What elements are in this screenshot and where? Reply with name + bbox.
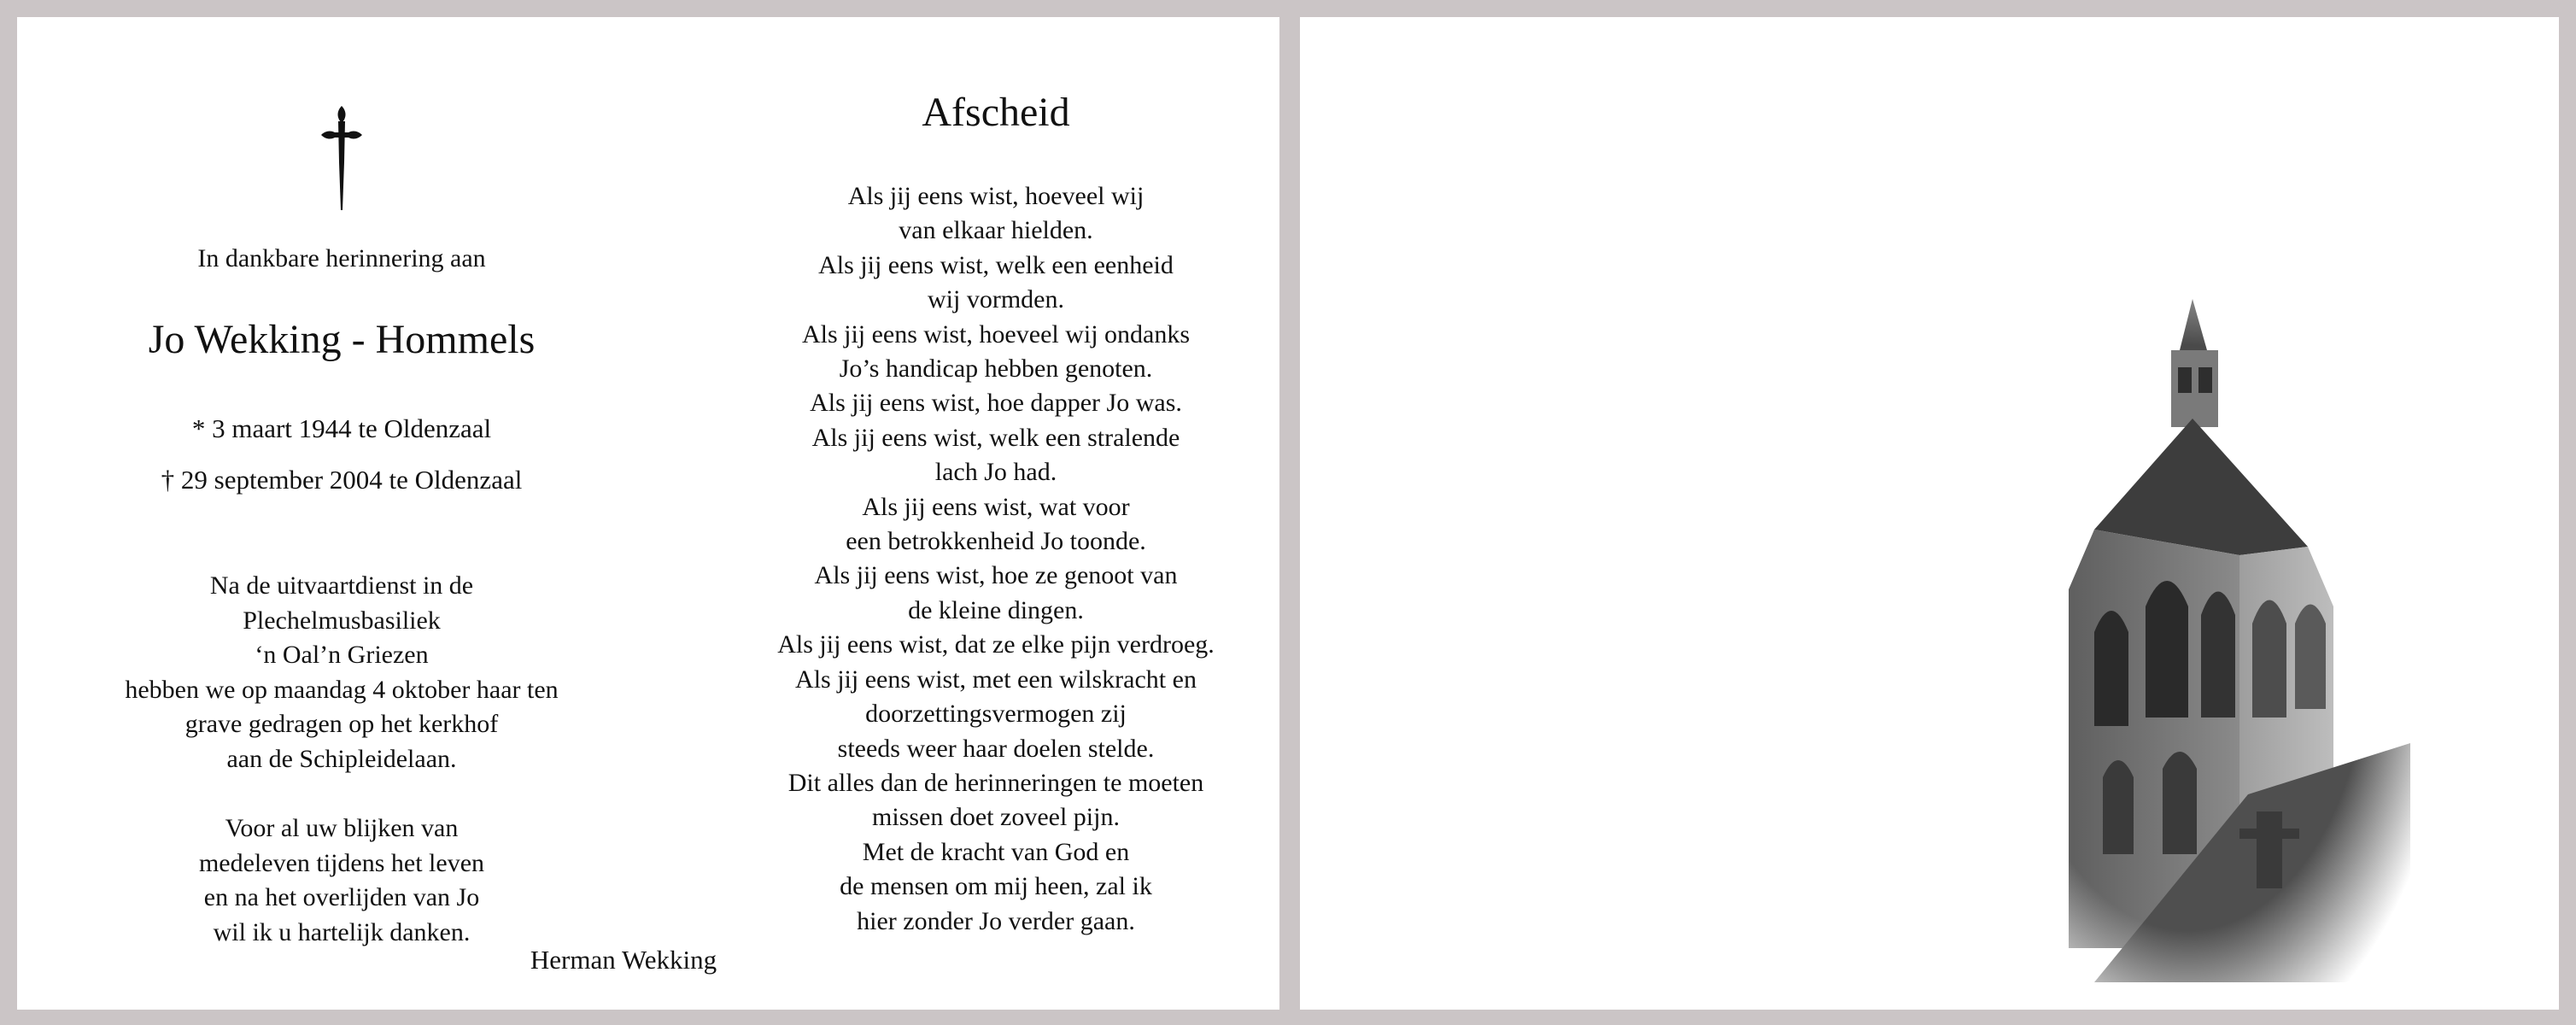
funeral-line: grave gedragen op het kerkhof	[184, 710, 499, 738]
left-card-page	[17, 17, 1279, 1010]
poem-line: een betrokkenheid Jo toonde.	[846, 527, 1146, 556]
thanks-line: medeleven tijdens het leven	[198, 848, 485, 877]
funeral-line: ‘n Oal’n Griezen	[255, 641, 429, 669]
poem-line: steeds weer haar doelen stelde.	[837, 734, 1155, 763]
poem-line: Als jij eens wist, welk een stralende	[811, 423, 1180, 452]
funeral-line: hebben we op maandag 4 oktober haar ten	[125, 675, 559, 704]
poem-line: Als jij eens wist, hoe ze genoot van	[814, 561, 1178, 590]
poem-line: Als jij eens wist, hoeveel wij	[847, 182, 1145, 210]
cross-icon	[316, 102, 367, 214]
poem-line: wij vormden.	[928, 285, 1064, 314]
poem-line: hier zonder Jo verder gaan.	[857, 906, 1135, 935]
thanks-line: en na het overlijden van Jo	[203, 883, 480, 911]
funeral-line: aan de Schipleidelaan.	[226, 744, 457, 773]
death-date: † 29 september 2004 te Oldenzaal	[161, 465, 523, 495]
poem-line: Als jij eens wist, wat voor	[862, 492, 1130, 521]
poem-line: Als jij eens wist, hoeveel wij ondanks	[801, 319, 1191, 348]
poem-line: Als jij eens wist, met een wilskracht en	[795, 665, 1197, 694]
thanks-paragraph	[68, 811, 615, 950]
right-card-page	[1300, 17, 2559, 1010]
poem-body	[705, 179, 1286, 939]
poem-line: Als jij eens wist, hoe dapper Jo was.	[810, 389, 1182, 418]
poem-line: doorzettingsvermogen zij	[865, 700, 1127, 729]
birth-date: * 3 maart 1944 te Oldenzaal	[191, 413, 492, 443]
thanks-line: Voor al uw blijken van	[225, 814, 459, 842]
poem-line: van elkaar hielden.	[899, 216, 1093, 245]
poem-line: Als jij eens wist, dat ze elke pijn verdroeg.	[777, 630, 1215, 659]
funeral-line: Plechelmusbasiliek	[243, 606, 441, 635]
poem-line: de kleine dingen.	[908, 595, 1084, 624]
poem-line: lach Jo had.	[934, 458, 1057, 487]
poem-line: Dit alles dan de herinneringen te moeten	[787, 768, 1204, 797]
funeral-line: Na de uitvaartdienst in de	[209, 571, 474, 600]
poem-line: Met de kracht van God en	[862, 837, 1130, 866]
deceased-name: Jo Wekking - Hommels	[148, 317, 536, 362]
poem-line: de mensen om mij heen, zal ik	[840, 872, 1152, 901]
poem-title: Afscheid	[922, 90, 1070, 135]
thanks-line: wil ik u hartelijk danken.	[213, 917, 471, 946]
funeral-paragraph	[68, 569, 615, 776]
church-tower-photo	[1966, 265, 2410, 982]
intro-text: In dankbare herinnering aan	[197, 244, 486, 272]
poem-line: Als jij eens wist, welk een eenheid	[818, 250, 1174, 279]
poem-line: Jo’s handicap hebben genoten.	[839, 354, 1153, 384]
poem-line: missen doet zoveel pijn.	[872, 803, 1120, 832]
signature: Herman Wekking	[530, 945, 717, 975]
